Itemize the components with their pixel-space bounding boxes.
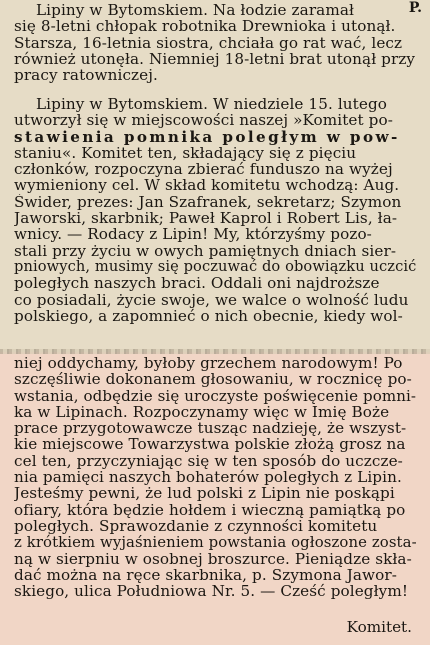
signature: Komitet. bbox=[346, 618, 412, 636]
text-line: poległych. Sprawozdanie z czynności komitetu bbox=[14, 517, 378, 535]
text-line: wnicy. — Rodacy z Lipin! My, którzyśmy pozo- bbox=[14, 226, 372, 243]
text-line: co posiadali, życie swoje, we walce o wolność ludu bbox=[14, 291, 409, 308]
clipping-seam bbox=[0, 349, 430, 354]
text-line: polskiego, a zapomnieć o nich obecnie, kiedy wol- bbox=[14, 307, 403, 325]
text-line: cel ten, przyczyniając się w ten sposób do uczcze- bbox=[14, 452, 403, 470]
text-line: ną w sierpniu w osobnej broszurce. Pieniądze skła- bbox=[14, 550, 412, 567]
text-line: pracy ratowniczej. bbox=[14, 67, 158, 84]
text-line: ofiary, która będzie hołdem i wieczną pamiątką po bbox=[14, 501, 406, 518]
text-line: pniowych, musimy się poczuwać do obowiązku uczcić bbox=[14, 258, 417, 275]
text-line: utworzył się w miejscowości naszej »Komitet po- bbox=[14, 112, 393, 129]
text-line: z krótkiem wyjaśnieniem powstania ogłoszone zosta- bbox=[14, 534, 417, 551]
text-line: stawienia pomnika poległym w pow- bbox=[14, 128, 400, 145]
corner-mark: P. bbox=[408, 0, 422, 16]
text-line: poległych naszych braci. Oddali oni najdroższe bbox=[14, 275, 380, 292]
text-line: nia pamięci naszych bohaterów poległych z Lipin. bbox=[14, 469, 402, 486]
text-line: członków, rozpoczyna zbierać funduszo na wyżej bbox=[14, 161, 393, 178]
text-line: szczęśliwie dokonanem głosowaniu, w rocznicę po- bbox=[14, 371, 412, 388]
text-line: wymieniony cel. W skład komitetu wchodzą: Aug. bbox=[14, 177, 400, 194]
text-line: niej oddychamy, byłoby grzechem narodowym! Po bbox=[14, 355, 403, 372]
text-line: Starsza, 16-letnia siostra, chciała go rat wać, lecz bbox=[14, 34, 403, 51]
text-line: staniu«. Komitet ten, składający się z pięciu bbox=[14, 144, 357, 162]
article-paragraph-3 bbox=[14, 355, 418, 599]
text-line: Lipiny w Bytomskiem. W niedziele 15. lutego bbox=[36, 96, 388, 113]
text-line: Jaworski, skarbnik; Paweł Kaprol i Robert Lis, ła- bbox=[14, 210, 398, 227]
text-line: prace przygotowawcze tusząc nadzieję, że wszyst- bbox=[14, 420, 407, 437]
text-line: ka w Lipinach. Rozpoczynamy więc w Imię Boże bbox=[14, 403, 390, 421]
text-line: się 8-letni chłopak robotnika Drewnioka i utonął. bbox=[14, 18, 396, 35]
text-line: kie miejscowe Towarzystwa polskie złożą grosz na bbox=[14, 436, 406, 453]
text-line: stali przy życiu w owych pamiętnych dniach sier- bbox=[14, 242, 397, 259]
text-line: wstania, odbędzie się uroczyste poświęcenie pomni- bbox=[14, 387, 417, 404]
text-line: dać można na ręce skarbnika, p. Szymona Jawor- bbox=[14, 566, 397, 584]
text-line: skiego, ulica Południowa Nr. 5. — Cześć poległym! bbox=[14, 583, 409, 600]
text-line: Lipiny w Bytomskiem. Na łodzie zaramał bbox=[36, 2, 355, 19]
article-paragraph-2 bbox=[14, 96, 418, 324]
text-line: Świder, prezes: Jan Szafranek, sekretarz; Szymon bbox=[14, 193, 402, 211]
article-paragraph-1 bbox=[14, 2, 418, 83]
text-line: Jesteśmy pewni, że lud polski z Lipin nie poskąpi bbox=[14, 485, 395, 502]
text-line: również utonęła. Niemniej 18-letni brat utonął przy bbox=[14, 50, 416, 68]
